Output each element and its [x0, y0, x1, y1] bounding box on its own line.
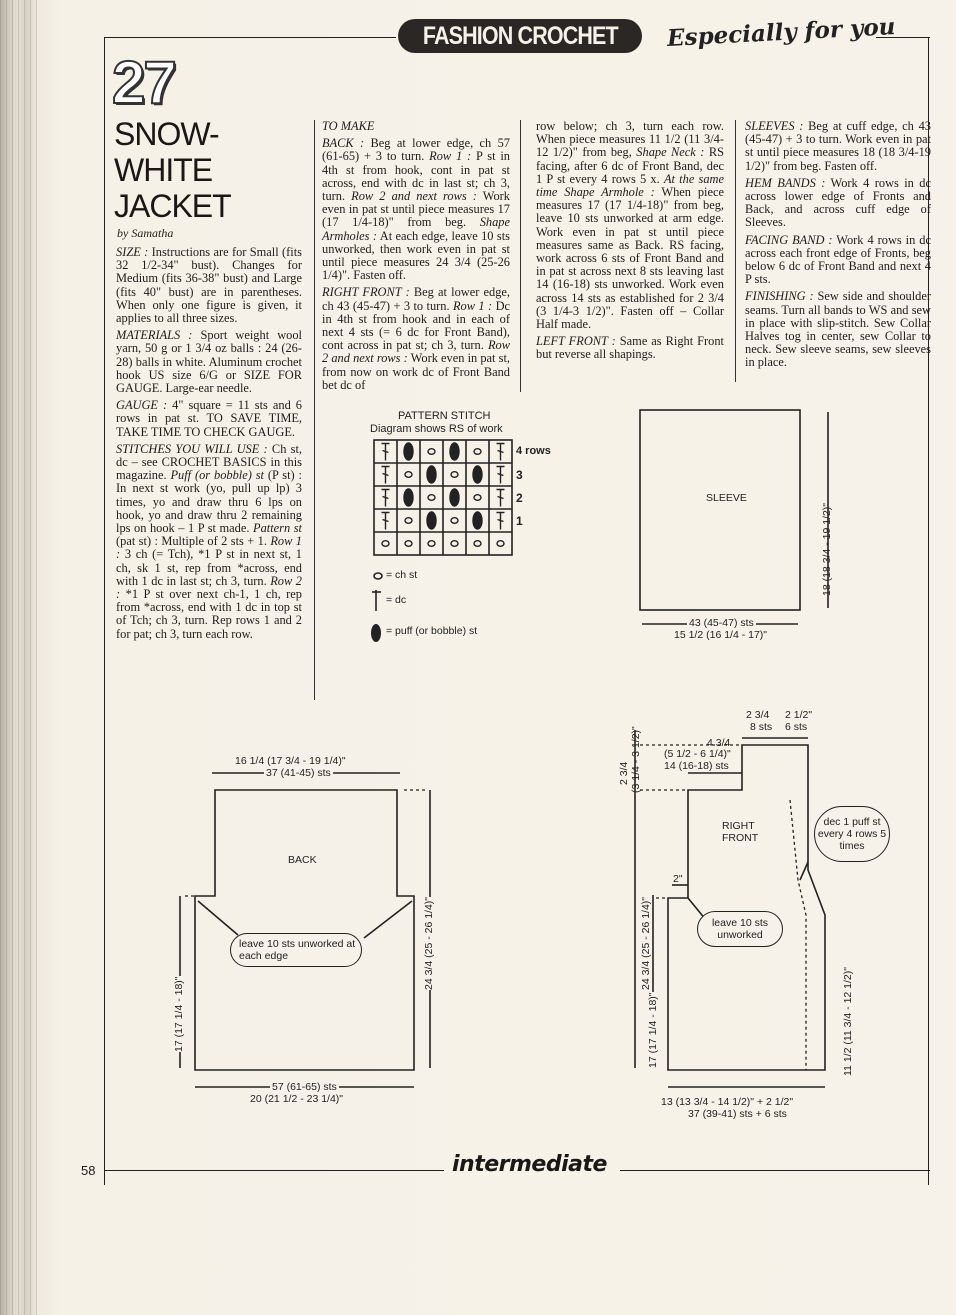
chart-ch-symbol: [428, 449, 435, 455]
skill-level: intermediate: [452, 1152, 607, 1177]
row-number: 3: [516, 468, 523, 482]
section-text: Same as Right Front but reverse all shapings.: [536, 334, 724, 362]
inline-heading: Row 1 :: [452, 298, 493, 313]
stitch-diagram-subtitle: Diagram shows RS of work: [370, 423, 503, 435]
section-text: Beg at cuff edge, ch 43 (45-47) + 3 to turn. Work even in pat st until piece measures 18 (18 3/4-19 1/2)" from beg. Fasten off.: [745, 119, 931, 173]
section-text: Sport weight wool yarn, 50 g or 1 3/4 oz balls : 24 (26-28) balls in white. Aluminum crochet hook US size 6/G or SIZE FOR GAUGE. Large-ear needle.: [116, 328, 302, 396]
chart-ch-symbol: [474, 541, 481, 547]
chart-ch-symbol: [474, 449, 481, 455]
section-text: Beg at lower edge, ch 43 (45-47) + 3 to turn.: [322, 285, 510, 313]
section-text: Ch st, dc – see CROCHET BASICS in this magazine.: [116, 441, 302, 483]
section-text: 3 ch (= Tch), *1 P st in next st, 1 ch, sk 1 st, rep from *across, end with 1 dc in last st; ch 3, turn.: [116, 547, 302, 588]
chart-puff-symbol: [404, 489, 413, 506]
sleeve-height: 18 (18 3/4 - 19 1/2)": [821, 502, 833, 596]
section-text: 4" square = 11 sts and 6 rows in pat st. TO SAVE TIME, TAKE TIME TO CHECK GAUGE.: [116, 398, 302, 439]
chart-ch-symbol: [497, 541, 504, 547]
section-heading: STITCHES YOU WILL USE :: [116, 441, 268, 456]
dec-note: dec 1 puff st every 4 rows 5 times: [814, 806, 890, 862]
back-label: BACK: [288, 854, 317, 866]
front-note: leave 10 sts unworked: [697, 911, 783, 947]
chart-ch-symbol: [405, 518, 412, 524]
section-heading: RIGHT FRONT :: [322, 285, 410, 300]
label-line: RIGHT: [722, 820, 755, 832]
section-text: (pat st) : Multiple of 2 sts + 1.: [116, 534, 271, 549]
chart-ch-symbol: [451, 518, 458, 524]
title-line: WHITE: [114, 152, 213, 188]
legend-ch-st: = ch st: [386, 569, 418, 581]
shoulder-in-range: (5 1/2 - 6 1/4)": [664, 748, 731, 760]
front-neck-height: 11 1/2 (11 3/4 - 12 1/2)": [842, 967, 854, 1076]
shoulder-in: 4 3/4: [707, 737, 731, 749]
chart-puff-symbol: [450, 443, 459, 460]
collar-width-sts: 8 sts: [750, 721, 773, 733]
sleeve-width-sts: 43 (45-47) sts: [689, 617, 754, 629]
chart-puff-symbol: [427, 512, 436, 529]
section-text: P st in 4th st from hook, cont in pat st across, end with dc in last st; ch 3, turn.: [322, 149, 510, 204]
section-text: Work even in pat st, from now on work dc of Front Band bet dc of: [322, 351, 510, 392]
back-side-height: 17 (17 1/4 - 18)": [173, 976, 185, 1052]
section-heading: FACING BAND :: [745, 232, 833, 247]
byline: by Samatha: [117, 226, 174, 240]
back-bottom-sts: 57 (61-65) sts: [272, 1081, 337, 1093]
section-heading: BACK :: [322, 136, 365, 151]
band-width-in: 2 1/2": [785, 709, 813, 721]
chart-ch-symbol: [405, 472, 412, 478]
back-bottom-in: 20 (21 1/2 - 23 1/4)": [250, 1093, 344, 1105]
rows-label: 4 rows: [516, 445, 551, 457]
section-text: Dc in 4th st from hook and in each of next 4 sts (= 6 dc for Front Band), cont across in pat st; ch 3, turn.: [322, 298, 511, 353]
row-number: 2: [516, 491, 523, 505]
section-text: Sew side and shoulder seams. Turn all bands to WS and sew in place with slip-stitch. Sew Collar Halves tog in center, sew Collar to neck. Sew sleeve seams, sew sleeves in place.: [745, 289, 931, 370]
sleeve-label: SLEEVE: [706, 492, 747, 504]
front-total-height: 24 3/4 (25 - 26 1/4)": [640, 896, 652, 990]
tagline: Especially for you: [666, 13, 897, 52]
chart-dc-symbol: [382, 490, 390, 507]
chart-puff-symbol: [473, 466, 482, 483]
section-heading: LEFT FRONT :: [536, 334, 616, 349]
chart-puff-symbol: [473, 512, 482, 529]
label-line: FRONT: [722, 832, 759, 844]
chart-dc-symbol: [382, 444, 390, 461]
chart-puff-symbol: [450, 489, 459, 506]
chart-ch-symbol: [451, 541, 458, 547]
collar-width-in: 2 3/4: [746, 709, 770, 721]
title-line: JACKET: [114, 188, 231, 224]
back-note: leave 10 sts unworked at each edge: [230, 933, 362, 967]
chart-ch-symbol: [474, 495, 481, 501]
section-text: Work even in pat st until piece measures 17 (17 1/4-18)" from beg.: [322, 189, 511, 230]
chart-dc-symbol: [497, 467, 505, 484]
section-heading: SIZE :: [116, 245, 149, 259]
section-heading: HEM BANDS :: [745, 175, 826, 190]
section-heading: TO MAKE: [322, 119, 375, 133]
chart-ch-symbol: [382, 541, 389, 547]
inline-heading: Row 1 :: [429, 149, 472, 164]
chart-puff-symbol: [404, 443, 413, 460]
front-bottom-in: 13 (13 3/4 - 14 1/2)" + 2 1/2": [661, 1096, 794, 1108]
section-text: row below; ch 3, turn each row. When piece measures 11 1/2 (11 3/4-12 1/2)" from beg,: [536, 119, 724, 160]
chart-ch-symbol: [405, 541, 412, 547]
front-side-height: 17 (17 1/4 - 18)": [647, 992, 659, 1068]
sleeve-width-in: 15 1/2 (16 1/4 - 17)": [674, 629, 768, 641]
section-text: (P st) : In next st work (yo, pull up lp) 3 times, yo and draw thru 6 lps on hook, yo and draw thru 2 remaining lps on hook – 1 P st made.: [116, 468, 302, 536]
inline-heading: Row 2 :: [116, 573, 302, 602]
back-top-sts: 37 (41-45) sts: [266, 767, 331, 779]
section-heading: SLEEVES :: [745, 119, 804, 133]
inline-heading: Shape Neck :: [636, 145, 705, 160]
shoulder-sts: 14 (16-18) sts: [664, 760, 729, 772]
section-text: *1 P st over next ch-1, 1 ch, rep from *across, end with 1 dc in top st of Tch; ch 3, turn. Rep rows 1 and 2 for pat; ch 3, turn each row.: [116, 587, 302, 641]
chart-dc-symbol: [497, 444, 505, 461]
inline-heading: Row 1 :: [116, 534, 302, 562]
section-text: RS facing, after 6 dc of Front Band, dec 1 P st every 4 rows 5 x.: [536, 145, 724, 186]
chart-puff-symbol: [427, 466, 436, 483]
row-number: 1: [516, 514, 523, 528]
stitch-diagram-title: PATTERN STITCH: [398, 410, 491, 422]
right-front-label: [722, 820, 758, 844]
section-text: When piece measures 17 (17 1/4-18)" from beg, leave 10 sts unworked at arm edge. Work even in pat st until piece measures same as Back. RS facing, work across 6 sts of Front Band and in pat st across next 8 sts leaving last 14 (16-18) sts unworked. Work even across 14 sts as established for 2 3/4 (3 1/4-3 1/2)". Fasten off – Collar Half made.: [536, 185, 724, 332]
chart-dc-symbol: [497, 490, 505, 507]
back-total-height: 24 3/4 (25 - 26 1/4)": [423, 896, 435, 990]
back-top-in: 16 1/4 (17 3/4 - 19 1/4)": [235, 755, 346, 767]
inline-heading: Pattern st: [253, 521, 302, 536]
legend-dc: = dc: [386, 594, 407, 606]
chart-ch-symbol: [451, 472, 458, 478]
title-line: SNOW-: [114, 116, 219, 152]
section-heading: MATERIALS :: [116, 328, 193, 343]
inline-heading: At the same time Shape Armhole :: [536, 171, 725, 200]
legend-puff: = puff (or bobble) st: [386, 625, 478, 637]
chart-ch-symbol: [428, 495, 435, 501]
band-width-sts: 6 sts: [785, 721, 808, 733]
front-bottom-sts: 37 (39-41) sts + 6 sts: [688, 1108, 787, 1120]
section-text: Beg at lower edge, ch 57 (61-65) + 3 to turn.: [322, 136, 510, 164]
chart-dc-symbol: [382, 467, 390, 484]
section-text: Work 4 rows in dc across each front edge of Fronts, beg below 6 dc of Front Band and next 4 P sts.: [745, 232, 931, 287]
section-text: At each edge, leave 10 sts unworked, then work even in pat st until piece measures 24 3/4 (25-26 1/4)". Fasten off.: [322, 228, 510, 283]
pattern-number: 27: [112, 49, 175, 116]
magazine-title: FASHION CROCHET: [422, 22, 618, 50]
section-text: Instructions are for Small (fits 32 1/2-34" bust). Changes for Medium (fits 36-38" bust) and Large (fits 40" bust) are in parentheses. When only one figure is given, it applies to all three sizes.: [116, 245, 302, 326]
chart-dc-symbol: [497, 513, 505, 530]
inline-heading: Row 2 and next rows :: [322, 338, 510, 366]
collar-height-range: (3 1/4 - 3 1/2)": [630, 726, 642, 793]
two-inch-label: 2": [673, 873, 683, 885]
page-number: 58: [81, 1163, 96, 1178]
chart-dc-symbol: [382, 513, 390, 530]
section-heading: GAUGE :: [116, 398, 168, 413]
chart-ch-symbol: [428, 541, 435, 547]
inline-heading: Puff (or bobble) st: [170, 468, 264, 483]
collar-height: 2 3/4: [618, 761, 630, 785]
section-heading: FINISHING :: [745, 289, 814, 304]
inline-heading: Row 2 and next rows :: [351, 189, 477, 204]
section-text: Work 4 rows in dc across lower edge of Fronts and Back, and across cuff edge of Sleeves.: [745, 175, 931, 230]
inline-heading: Shape Armholes :: [322, 215, 510, 243]
